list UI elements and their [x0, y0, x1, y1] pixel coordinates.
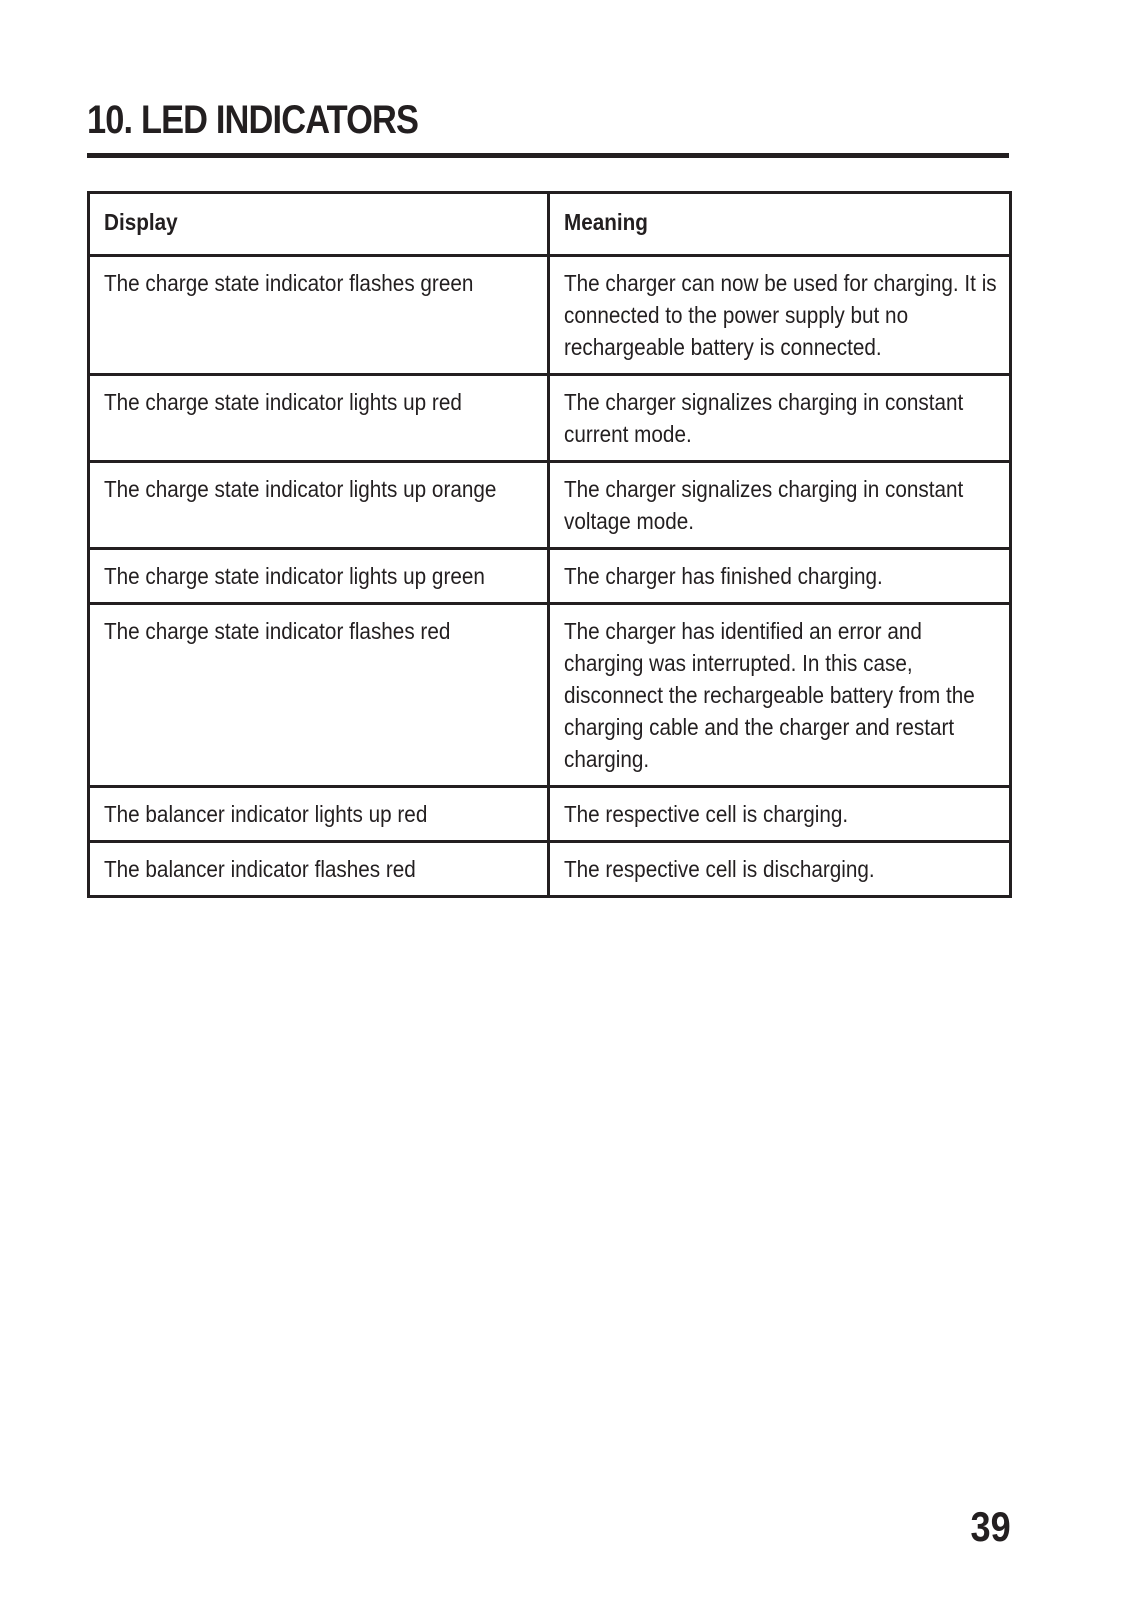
meaning-cell — [549, 604, 1011, 787]
display-cell-text: The balancer indicator lights up red — [104, 801, 428, 827]
display-cell — [89, 462, 549, 549]
table-row — [89, 787, 1011, 842]
meaning-cell-text: The charger has identified an error and charging was interrupted. In this case, disconnect the rechargeable battery from the charging cable and the charger and restart charging. — [564, 618, 975, 772]
display-cell-text: The balancer indicator flashes red — [104, 856, 416, 882]
page-title: 10. LED INDICATORS — [87, 98, 419, 142]
meaning-column-header — [549, 193, 1011, 256]
page-number: 39 — [970, 1503, 1011, 1550]
display-cell-text: The charge state indicator lights up red — [104, 389, 462, 415]
table-body — [89, 256, 1011, 897]
table-row — [89, 462, 1011, 549]
meaning-header-label: Meaning — [564, 209, 648, 235]
table-row — [89, 375, 1011, 462]
meaning-cell-text: The charger can now be used for charging. It is connected to the power supply but no rechargeable battery is connected. — [564, 270, 997, 360]
display-cell-text: The charge state indicator lights up orange — [104, 476, 497, 502]
meaning-cell-text: The respective cell is discharging. — [564, 856, 875, 882]
meaning-cell-text: The charger has finished charging. — [564, 563, 883, 589]
table-row — [89, 842, 1011, 897]
meaning-cell-text: The charger signalizes charging in constant current mode. — [564, 389, 964, 447]
meaning-cell-text: The charger signalizes charging in constant voltage mode. — [564, 476, 964, 534]
led-indicators-table — [87, 191, 1012, 898]
table-row — [89, 549, 1011, 604]
table-header-row — [89, 193, 1011, 256]
display-cell-text: The charge state indicator lights up green — [104, 563, 485, 589]
meaning-cell — [549, 462, 1011, 549]
display-cell — [89, 256, 549, 375]
display-cell-text: The charge state indicator flashes green — [104, 270, 474, 296]
display-header-label: Display — [104, 209, 178, 235]
meaning-cell — [549, 842, 1011, 897]
meaning-cell — [549, 256, 1011, 375]
display-cell-text: The charge state indicator flashes red — [104, 618, 451, 644]
meaning-cell — [549, 787, 1011, 842]
title-underline — [87, 153, 1009, 158]
meaning-cell — [549, 375, 1011, 462]
table-row — [89, 256, 1011, 375]
meaning-cell — [549, 549, 1011, 604]
display-cell — [89, 375, 549, 462]
display-cell — [89, 549, 549, 604]
display-cell — [89, 842, 549, 897]
meaning-cell-text: The respective cell is charging. — [564, 801, 849, 827]
display-cell — [89, 787, 549, 842]
table-row — [89, 604, 1011, 787]
display-cell — [89, 604, 549, 787]
display-column-header — [89, 193, 549, 256]
